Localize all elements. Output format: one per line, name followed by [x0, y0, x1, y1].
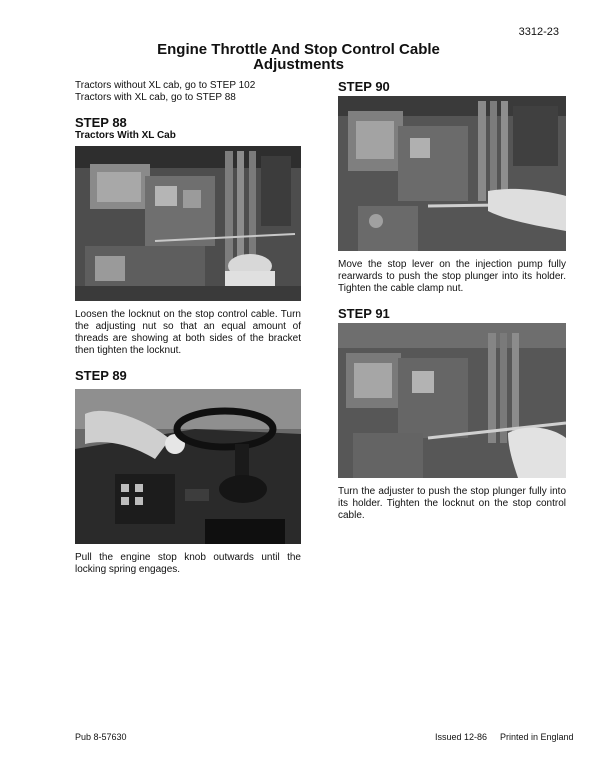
right-column	[338, 80, 566, 522]
step-90-heading: STEP 90	[338, 79, 390, 94]
engine-photo-88	[75, 146, 301, 301]
page-number: 3312-23	[518, 26, 559, 38]
step-89-text: Pull the engine stop knob outwards until the locking spring engages.	[75, 552, 301, 575]
step-91-heading: STEP 91	[338, 306, 390, 321]
cab-console-photo	[75, 389, 301, 544]
step-89	[75, 369, 301, 576]
step-91	[338, 307, 566, 522]
step-90	[338, 80, 566, 295]
step-90-text: Move the stop lever on the injection pump fully rearwards to push the stop plunger into its holder. Tighten the cable clamp nut.	[338, 259, 566, 294]
intro-line-1: Tractors without XL cab, go to STEP 102	[75, 80, 256, 91]
intro-text	[75, 80, 301, 104]
page-title	[0, 42, 597, 72]
footer-pub: Pub 8-57630	[75, 732, 127, 742]
step-88-photo	[75, 146, 301, 301]
footer-issued: Issued 12-86	[435, 732, 488, 742]
left-column	[75, 80, 301, 576]
adjuster-photo	[338, 323, 566, 478]
title-line-2: Adjustments	[253, 56, 344, 73]
step-91-photo	[338, 323, 566, 478]
step-88-subheading: Tractors With XL Cab	[75, 130, 176, 141]
intro-line-2: Tractors with XL cab, go to STEP 88	[75, 92, 236, 103]
step-88	[75, 116, 301, 357]
step-90-photo	[338, 96, 566, 251]
step-91-text: Turn the adjuster to push the stop plunger fully into its holder. Tighten the locknut on the stop control cable.	[338, 486, 566, 521]
step-88-heading: STEP 88	[75, 115, 127, 130]
title-line-1: Engine Throttle And Stop Control Cable	[157, 41, 440, 58]
step-89-heading: STEP 89	[75, 368, 127, 383]
step-89-photo	[75, 389, 301, 544]
footer-printed: Printed in England	[500, 732, 574, 742]
injection-pump-photo	[338, 96, 566, 251]
step-88-text: Loosen the locknut on the stop control cable. Turn the adjusting nut so that an equal amount of threads are showing at both sides of the bracket then tighten the locknut.	[75, 309, 301, 356]
